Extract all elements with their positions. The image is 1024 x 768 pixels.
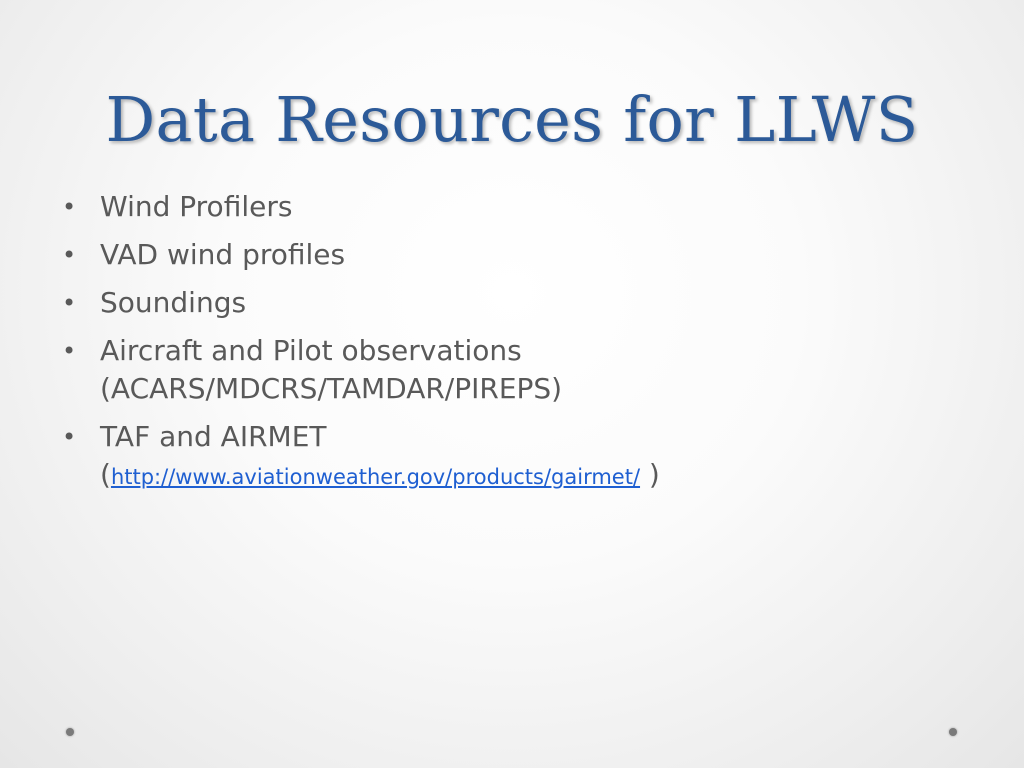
bullet-icon: • [62,423,77,451]
bullet-list [58,188,958,506]
link-line [100,456,958,496]
gairmet-link[interactable]: http://www.aviationweather.gov/products/gairmet/ [110,465,641,489]
bullet-text-line-2: (ACARS/MDCRS/TAMDAR/PIREPS) [100,372,563,405]
open-paren: ( [100,458,111,491]
bullet-icon: • [62,337,77,365]
slide-title: Data Resources for LLWS [105,83,919,156]
bullet-text: Wind Profilers [100,190,293,223]
bullet-item-wind-profilers [58,188,958,226]
bullet-item-soundings [58,284,958,322]
bullet-item-aircraft-observations [58,332,958,408]
corner-dot-left-icon [66,728,74,736]
close-paren: ) [640,458,660,491]
bullet-icon: • [62,193,77,221]
bullet-text: TAF and AIRMET [100,420,327,453]
corner-dot-right-icon [949,728,957,736]
bullet-icon: • [62,241,77,269]
bullet-item-vad-wind-profiles [58,236,958,274]
bullet-item-taf-airmet [58,418,958,496]
bullet-text-line-1: Aircraft and Pilot observations [100,334,522,367]
bullet-text: Soundings [100,286,247,319]
bullet-text: VAD wind profiles [100,238,346,271]
bullet-icon: • [62,289,77,317]
